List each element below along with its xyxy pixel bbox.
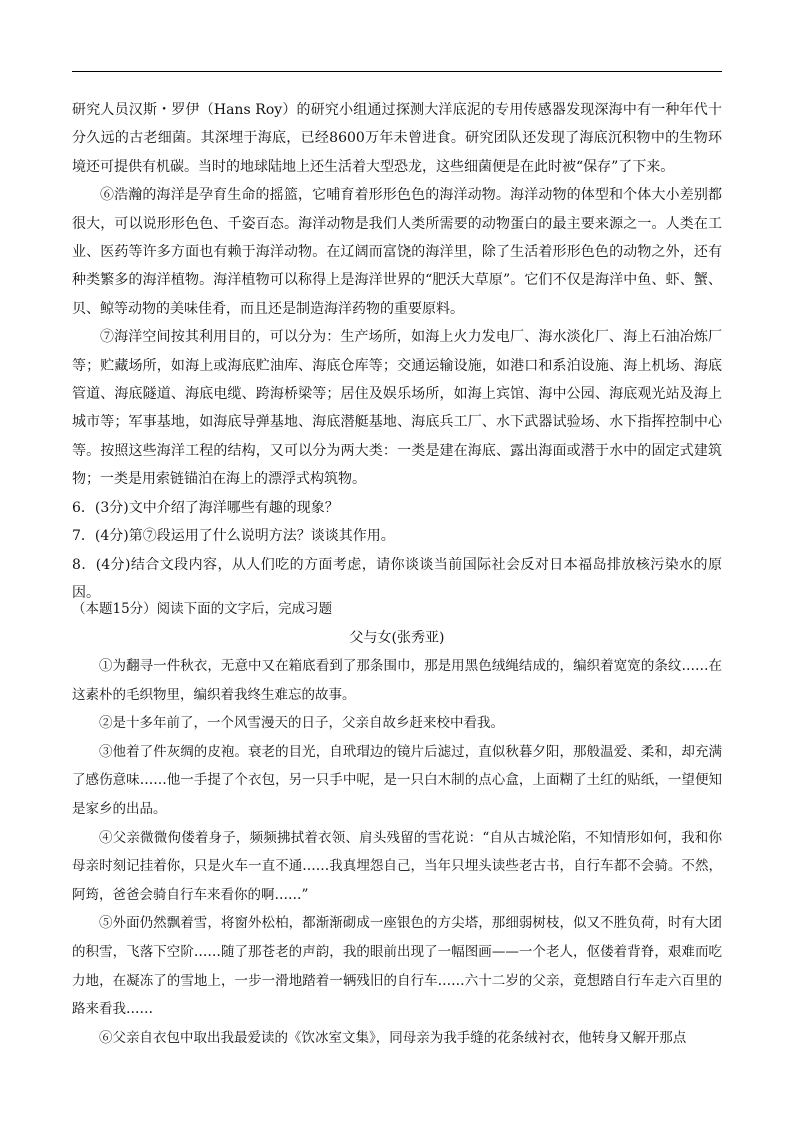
story-paragraph-6: ⑥父亲自衣包中取出我最爱读的《饮冰室文集》，同母亲为我手缝的花条绒衬衣，他转身又解开那点 [99, 1029, 687, 1046]
story-paragraph-5: ⑤外面仍然飘着雪，将窗外松柏，都渐渐砌成一座银色的方尖塔，那细弱树枝，似又不胜负荷，时有大团的积雪，飞落下空阶……随了那苍老的声韵，我的眼前出现了一幅图画——一个老人，伛偻着背脊，艰难而吃力地，在凝冻了的雪地上，一步一滑地踏着一辆残旧的自行车……六十二岁的父亲，竟想踏自行车走六百里的路来看我…… [72, 915, 722, 1018]
passage-father-daughter [72, 595, 722, 1052]
section-intro: （本题15分）阅读下面的文字后，完成习题 [72, 601, 333, 617]
paragraph-7: ⑦海洋空间按其利用目的，可以分为：生产场所，如海上火力发电厂、海水淡化厂、海上石油冶炼厂等；贮藏场所，如海上或海底贮油库、海底仓库等；交通运输设施，如港口和系泊设施、海上机场、海底管道、海底隧道、海底电缆、跨海桥梁等；居住及娱乐场所，如海上宾馆、海中公园、海底观光站及海上城市等；军事基地，如海底导弹基地、海底潜艇基地、海底兵工厂、水下武器试验场、水下指挥控制中心等。按照这些海洋工程的结构，又可以分为两大类：一类是建在海底、露出海面或潜于水中的固定式建筑物；一类是用索链锚泊在海上的漂浮式构筑物。 [72, 329, 722, 488]
paragraph-continued: 研究人员汉斯・罗伊（Hans Roy）的研究小组通过探测大洋底泥的专用传感器发现深海中有一种年代十分久远的古老细菌。其深埋于海底，已经8600万年未曾进食。研究团队还发现了海底沉积物中的生物环境还可提供有机碳。当时的地球陆地上还生活着大型恐龙，这些细菌便是在此时被“保存”了下来。 [72, 102, 722, 175]
story-title: 父与女(张秀亚) [349, 629, 445, 646]
question-7: 7．(4分)第⑦段运用了什么说明方法？谈谈其作用。 [72, 528, 395, 545]
header-rule [72, 71, 722, 72]
story-paragraph-1: ①为翻寻一件秋衣，无意中又在箱底看到了那条围巾，那是用黑色绒绳结成的，编织着宽宽的条纹……在这素朴的毛织物里，编织着我终生难忘的故事。 [72, 658, 722, 703]
paragraph-6: ⑥浩瀚的海洋是孕育生命的摇篮，它哺育着形形色色的海洋动物。海洋动物的体型和个体大小差别都很大，可以说形形色色、千姿百态。海洋动物是我们人类所需要的动物蛋白的最主要来源之一。人类在工业、医药等许多方面也有赖于海洋动物。在辽阔而富饶的海洋里，除了生活着形形色色的动物之外，还有种类繁多的海洋植物。海洋植物可以称得上是海洋世界的“肥沃大草原”。它们不仅是海洋中鱼、虾、蟹、贝、鲸等动物的美味佳肴，而且还是制造海洋药物的重要原料。 [72, 187, 722, 317]
story-paragraph-3: ③他着了件灰绸的皮袍。衰老的目光，自玳瑁边的镜片后滤过，直似秋暮夕阳，那般温爱、柔和，却充满了感伤意味……他一手提了个衣包，另一只手中呢，是一只白木制的点心盒，上面糊了土红的贴纸，一望便知是家乡的出品。 [72, 743, 722, 817]
question-6: 6．(3分)文中介绍了海洋哪些有趣的现象？ [72, 499, 339, 516]
story-paragraph-2: ②是十多年前了，一个风雪漫天的日子，父亲自故乡赶来校中看我。 [99, 715, 504, 732]
story-paragraph-4: ④父亲微微佝偻着身子，频频拂拭着衣领、肩头残留的雪花说：“自从古城沦陷，不知情形如何，我和你母亲时刻记挂着你，只是火车一直不通……我真埋怨自己，当年只埋头读些老古书，自行车都不会骑。不然，阿筠，爸爸会骑自行车来看你的啊……” [72, 829, 722, 903]
passage-ocean [72, 96, 722, 607]
question-8: 8．(4分)结合文段内容，从人们吃的方面考虑，请你谈谈当前国际社会反对日本福岛排放核污染水的原因。 [72, 556, 722, 601]
